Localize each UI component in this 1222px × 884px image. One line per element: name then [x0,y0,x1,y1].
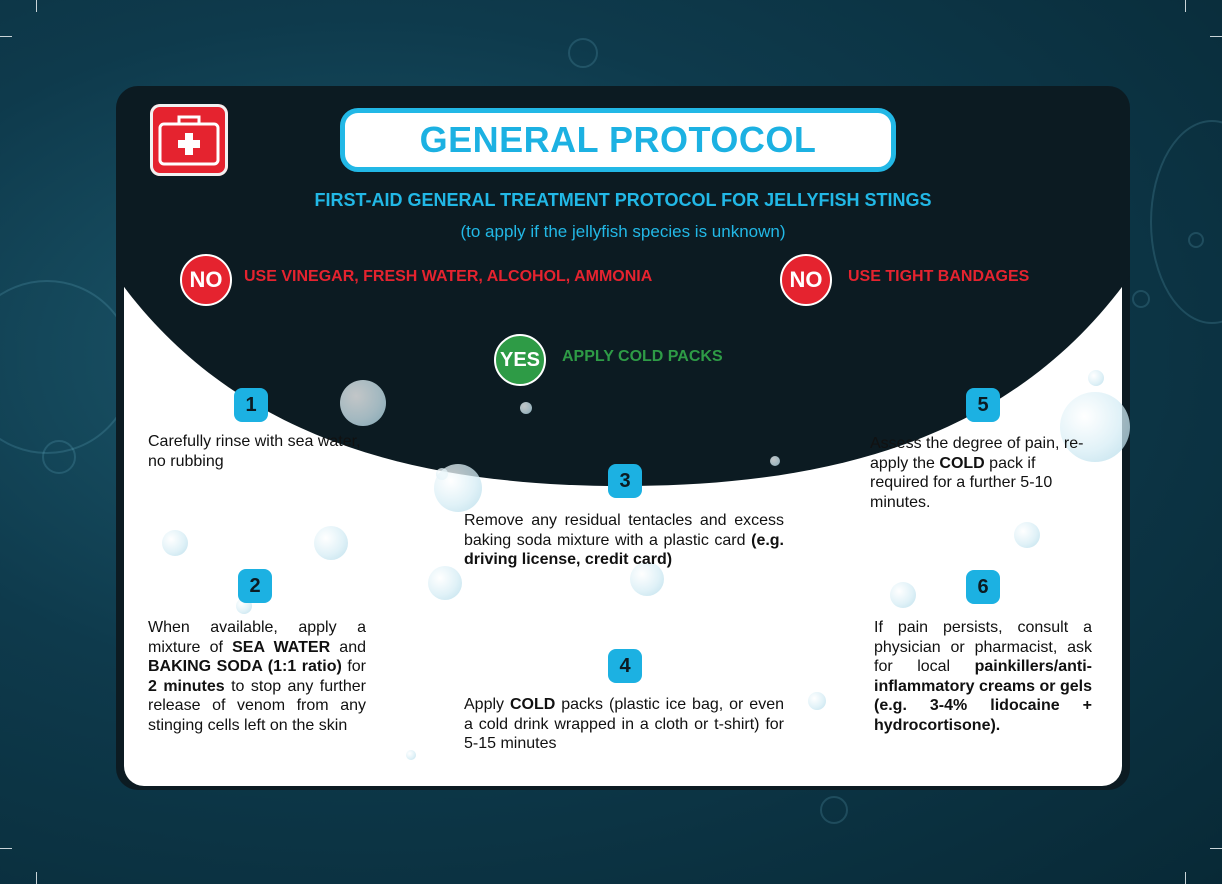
crop-mark [1210,848,1222,849]
background-bubble [42,440,76,474]
decorative-bubble [314,526,348,560]
step-text: Apply COLD packs (plastic ice bag, or even a cold drink wrapped in a cloth or t-shirt) for 5-15 minutes [464,696,785,752]
decorative-bubble [520,402,532,414]
decorative-bubble [434,464,482,512]
yes-rule-cold-packs: APPLY COLD PACKS [562,348,723,365]
decorative-bubble [1014,522,1040,548]
no-badge: NO [180,254,232,306]
decorative-bubble [808,692,826,710]
background-jellyfish-ring [0,280,134,454]
page-title: GENERAL PROTOCOL [419,119,817,160]
decorative-bubble [1088,370,1104,386]
first-aid-kit-icon [150,104,228,176]
crop-mark [1185,0,1186,12]
crop-mark [36,0,37,12]
step-text: Carefully rinse with sea water, no rubbing [148,433,361,470]
step-text: When available, apply a mixture of SEA WATER and BAKING SODA (1:1 ratio) for 2 minutes to stop any further release of venom from any stinging cells left on the skin [148,619,367,734]
crop-mark [0,848,12,849]
step-number: 4 [608,649,642,683]
decorative-bubble [406,750,416,760]
step-number: 5 [966,388,1000,422]
decorative-bubble [340,380,386,426]
background-bubble [1132,290,1150,308]
step-number: 1 [234,388,268,422]
decorative-bubble [770,456,780,466]
step-text: Remove any residual tentacles and excess baking soda mixture with a plastic card (e.g. driving license, credit card) [464,512,784,568]
no-rule-vinegar: USE VINEGAR, FRESH WATER, ALCOHOL, AMMONIA [244,268,653,285]
subtitle: FIRST-AID GENERAL TREATMENT PROTOCOL FOR JELLYFISH STINGS [314,190,932,210]
crop-mark [36,872,37,884]
decorative-bubble [162,530,188,556]
step-text: Assess the degree of pain, re-apply the COLD pack if required for a further 5-10 minutes. [870,435,1084,511]
step-text: If pain persists, consult a physician or pharmacist, ask for local painkillers/anti-inflammatory creams or gels (e.g. 3-4% lidocaine + hydrocortisone). [874,619,1092,734]
species-note: (to apply if the jellyfish species is unknown) [460,222,786,241]
background-bubble [820,796,848,824]
yes-badge: YES [494,334,546,386]
crop-mark [0,36,12,37]
background-bubble [568,38,598,68]
title-box [340,108,896,172]
no-rule-bandages: USE TIGHT BANDAGES [848,268,1030,285]
step-number: 3 [608,464,642,498]
crop-mark [1185,872,1186,884]
no-badge: NO [780,254,832,306]
decorative-bubble [890,582,916,608]
protocol-card [116,86,1130,790]
background-jellyfish-ring [1150,120,1222,324]
step-number: 2 [238,569,272,603]
crop-mark [1210,36,1222,37]
background-bubble [1188,232,1204,248]
step-number: 6 [966,570,1000,604]
decorative-bubble [428,566,462,600]
